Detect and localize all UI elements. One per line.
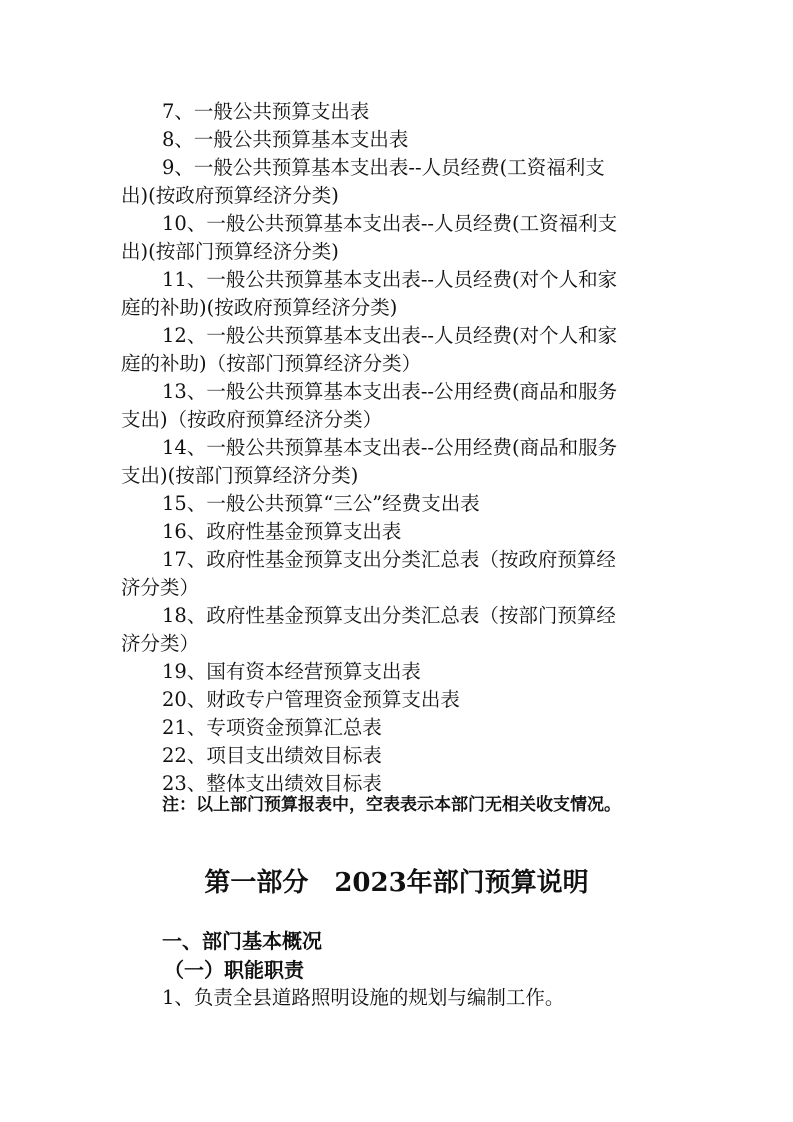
list-item: 19、国有资本经营预算支出表 — [162, 660, 421, 683]
list-item-continuation: 支出)(按部门预算经济分类) — [121, 464, 359, 487]
list-item: 8、一般公共预算基本支出表 — [162, 128, 409, 151]
list-item: 18、政府性基金预算支出分类汇总表（按部门预算经 — [162, 604, 616, 627]
list-item: 13、一般公共预算基本支出表--公用经费(商品和服务 — [162, 380, 618, 403]
list-item: 10、一般公共预算基本支出表--人员经费(工资福利支 — [162, 212, 618, 235]
part-title: 第一部分 2023年部门预算说明 — [204, 868, 589, 898]
list-item: 20、财政专户管理资金预算支出表 — [162, 688, 460, 711]
body-paragraph: 1、负责全县道路照明设施的规划与编制工作。 — [162, 986, 565, 1009]
list-item-continuation: 支出)（按政府预算经济分类） — [121, 408, 383, 431]
list-item: 15、一般公共预算“三公”经费支出表 — [162, 492, 480, 515]
list-item: 22、项目支出绩效目标表 — [162, 744, 382, 767]
list-item: 17、政府性基金预算支出分类汇总表（按政府预算经 — [162, 548, 616, 571]
list-item: 21、专项资金预算汇总表 — [162, 716, 382, 739]
list-item: 14、一般公共预算基本支出表--公用经费(商品和服务 — [162, 436, 618, 459]
list-item: 11、一般公共预算基本支出表--人员经费(对个人和家 — [162, 268, 618, 291]
list-item: 9、一般公共预算基本支出表--人员经费(工资福利支 — [162, 156, 605, 179]
list-item-continuation: 济分类） — [121, 632, 200, 655]
table-note: 注：以上部门预算报表中，空表表示本部门无相关收支情况。 — [162, 795, 621, 815]
list-item: 16、政府性基金预算支出表 — [162, 520, 402, 543]
list-item: 23、整体支出绩效目标表 — [162, 772, 382, 795]
list-item: 12、一般公共预算基本支出表--人员经费(对个人和家 — [162, 324, 618, 347]
list-item: 7、一般公共预算支出表 — [162, 100, 370, 123]
list-item-continuation: 庭的补助)（按部门预算经济分类） — [121, 352, 422, 375]
section-title: 一、部门基本概况 — [162, 929, 322, 953]
list-item-continuation: 出)(按政府预算经济分类) — [121, 184, 339, 207]
list-item-continuation: 济分类） — [121, 576, 200, 599]
list-item-continuation: 庭的补助)(按政府预算经济分类) — [121, 296, 398, 319]
subsection-title: （一）职能职责 — [164, 958, 304, 982]
list-item-continuation: 出)(按部门预算经济分类) — [121, 240, 339, 263]
